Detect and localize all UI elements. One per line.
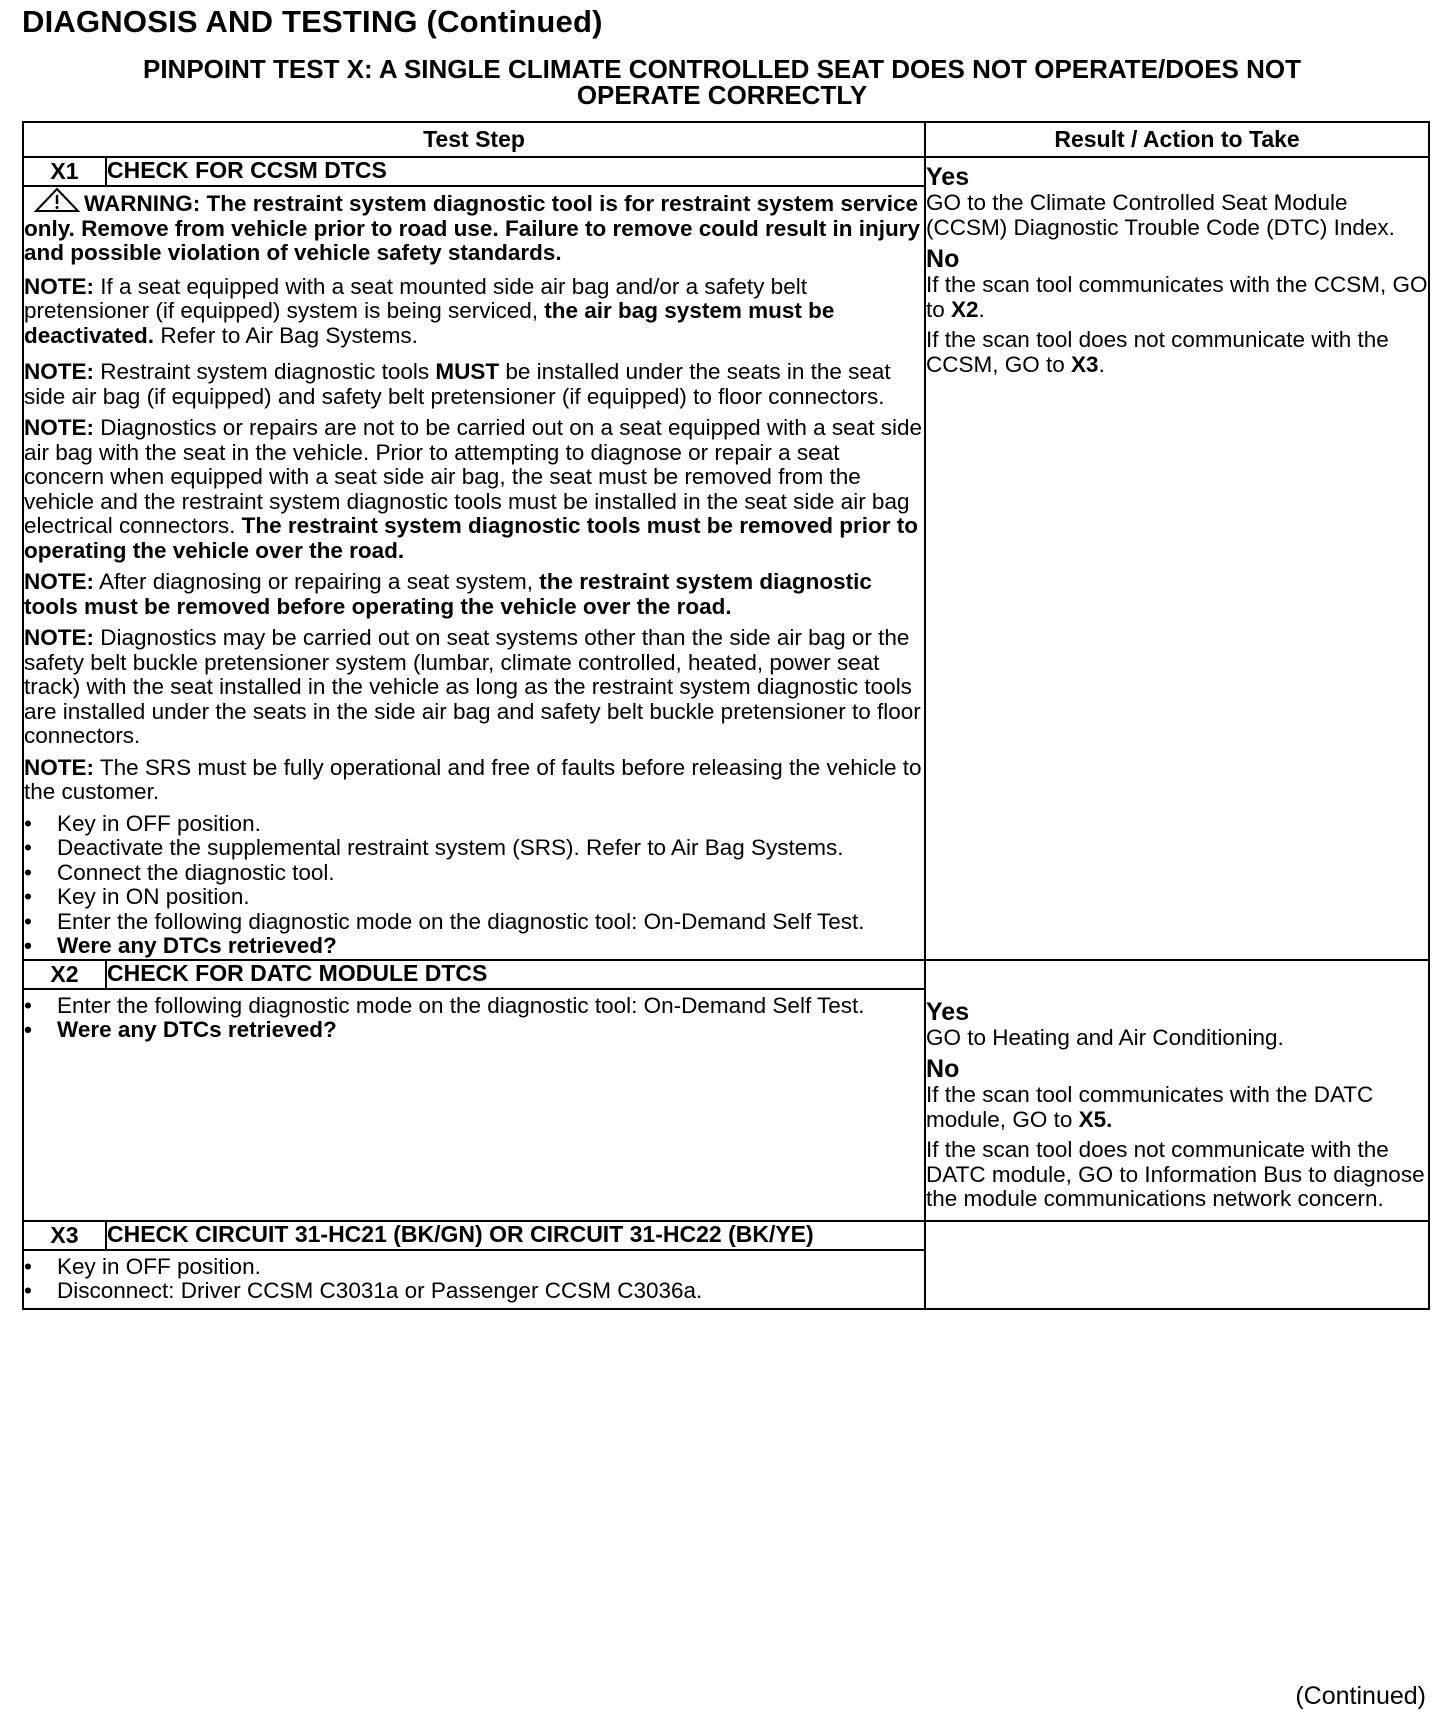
warning-block: [24, 187, 924, 266]
note-1-c: Refer to Air Bag Systems.: [154, 322, 418, 348]
step-title-x3: CHECK CIRCUIT 31-HC21 (BK/GN) OR CIRCUIT 31-HC22 (BK/YE): [106, 1221, 925, 1250]
note-label: NOTE:: [24, 415, 94, 440]
step-number-x1: X1: [23, 157, 106, 186]
result-x1-yes-label: Yes: [926, 163, 970, 191]
list-item: • Key in OFF position.: [24, 812, 924, 837]
result-x1-no-text1: [926, 273, 1428, 322]
result-x2-no-text1: [926, 1083, 1428, 1132]
list-item: • Were any DTCs retrieved?: [24, 934, 924, 959]
step-x1-title-row: [23, 157, 1429, 186]
header-test-step: Test Step: [23, 122, 925, 157]
result-x1-no-text1-a: If the scan tool communicates with the CCSM, GO to: [926, 272, 1428, 322]
list-item: • Key in OFF position.: [24, 1255, 924, 1280]
pinpoint-test-title: [22, 56, 1422, 108]
note-5: [24, 626, 924, 749]
note-label: NOTE:: [24, 625, 94, 650]
result-x2: [925, 960, 1429, 1221]
note-6-a: The SRS must be fully operational and free of faults before releasing the vehicle to the customer.: [24, 754, 922, 804]
note-2-a: Restraint system diagnostic tools: [94, 359, 436, 384]
note-1-b: the air bag system must be deactivated.: [24, 298, 835, 348]
result-x2-yes-text: GO to Heating and Air Conditioning.: [926, 1024, 1284, 1050]
note-2-b: MUST: [435, 359, 500, 384]
result-x2-yes-label: Yes: [926, 997, 970, 1026]
note-label: NOTE:: [24, 569, 94, 594]
result-x1-no-text1-c: .: [978, 296, 985, 322]
result-x3: [925, 1221, 1429, 1309]
table-header-row: [23, 122, 1429, 157]
step-x3-title-row: [23, 1221, 1429, 1250]
result-x1-no-text2: [926, 328, 1428, 377]
result-x2-no-text2: If the scan tool does not communicate with the DATC module, GO to Information Bus to diagnose the module communications network concern.: [926, 1137, 1425, 1211]
result-x2-no-text1-a: If the scan tool communicates with the DATC module, GO to: [926, 1082, 1374, 1132]
pinpoint-test-title-line2: OPERATE CORRECTLY: [576, 80, 868, 110]
warning-triangle-icon: [34, 187, 80, 213]
step-body-x2: [23, 989, 925, 1221]
note-3: [24, 416, 924, 563]
result-x2-no-label: No: [926, 1055, 960, 1083]
step-x2-bullets: [24, 994, 924, 1043]
result-x1: [925, 157, 1429, 960]
note-6: [24, 756, 924, 805]
step-number-x3: X3: [23, 1221, 106, 1250]
list-item: • Deactivate the supplemental restraint system (SRS). Refer to Air Bag Systems.: [24, 836, 924, 861]
list-item: • Enter the following diagnostic mode on the diagnostic tool: On-Demand Self Test.: [24, 910, 924, 935]
step-x3-bullets: [24, 1255, 924, 1304]
note-3-b: The restraint system diagnostic tools must be removed prior to operating the vehicle over the road.: [24, 513, 919, 563]
note-1: [24, 275, 924, 349]
step-body-x1: [23, 186, 925, 960]
note-label: NOTE:: [24, 754, 94, 780]
continued-label: (Continued): [1295, 1682, 1426, 1710]
note-2-c: be installed under the seats in the seat side air bag (if equipped) and safety belt pretensioner (if equipped) to floor connectors.: [24, 359, 891, 409]
link-x3: X3: [1071, 351, 1099, 377]
list-item: • Enter the following diagnostic mode on the diagnostic tool: On-Demand Self Test.: [24, 994, 924, 1019]
pinpoint-test-title-line1: PINPOINT TEST X: A SINGLE CLIMATE CONTROLLED SEAT DOES NOT OPERATE/DOES NOT: [142, 54, 1301, 84]
note-label: NOTE:: [24, 273, 94, 299]
list-item: • Disconnect: Driver CCSM C3031a or Passenger CCSM C3036a.: [24, 1279, 924, 1304]
list-item: • Connect the diagnostic tool.: [24, 861, 924, 886]
list-item: • Were any DTCs retrieved?: [24, 1018, 924, 1043]
step-title-x1: CHECK FOR CCSM DTCS: [106, 157, 925, 186]
note-2: [24, 360, 924, 409]
note-5-a: Diagnostics may be carried out on seat systems other than the side air bag or the safety belt buckle pretensioner system (lumbar, climate controlled, heated, power seat track) with the seat installed in the vehicle as long as the restraint system diagnostic tools are installed under the seats in the side air bag and safety belt buckle pretensioner to floor connectors.: [24, 625, 921, 748]
result-x1-yes-text: GO to the Climate Controlled Seat Module (CCSM) Diagnostic Trouble Code (DTC) Index.: [926, 190, 1395, 240]
result-x1-no-label: No: [926, 245, 960, 273]
link-x5: X5.: [1078, 1106, 1113, 1132]
list-item: • Key in ON position.: [24, 885, 924, 910]
step-number-x2: X2: [23, 960, 106, 989]
note-4-b: the restraint system diagnostic tools must be removed before operating the vehicle over the road.: [24, 569, 872, 619]
note-1-a: If a seat equipped with a seat mounted side air bag and/or a safety belt pretensioner (if equipped) system is being serviced,: [24, 273, 807, 323]
note-3-a: Diagnostics or repairs are not to be carried out on a seat equipped with a seat side air bag with the seat in the vehicle. Prior to attempting to diagnose or repair a seat concern when equipped with a seat side air bag, the seat must be removed from the vehicle and the restraint system diagnostic tools must be installed in the seat side air bag electrical connectors.: [24, 415, 922, 538]
result-x1-no-text2-c: .: [1098, 351, 1105, 377]
page-title: DIAGNOSIS AND TESTING (Continued): [22, 4, 603, 39]
step-x2-title-row: [23, 960, 1429, 989]
note-4: [24, 570, 924, 619]
step-body-x3: [23, 1250, 925, 1309]
result-x1-no-text2-a: If the scan tool does not communicate with the CCSM, GO to: [926, 327, 1389, 377]
note-4-a: After diagnosing or repairing a seat system,: [94, 569, 540, 594]
step-title-x2: CHECK FOR DATC MODULE DTCS: [106, 960, 925, 989]
step-x1-bullets: [24, 812, 924, 959]
pinpoint-test-table: [22, 121, 1430, 1310]
header-result-action: Result / Action to Take: [925, 122, 1429, 157]
note-label: NOTE:: [24, 359, 94, 384]
warning-text: WARNING: The restraint system diagnostic tool is for restraint system service only. Remove from vehicle prior to road use. Failure to remove could result in injury and possible violation of vehicle safety standards.: [24, 191, 921, 265]
link-x2: X2: [951, 296, 979, 322]
